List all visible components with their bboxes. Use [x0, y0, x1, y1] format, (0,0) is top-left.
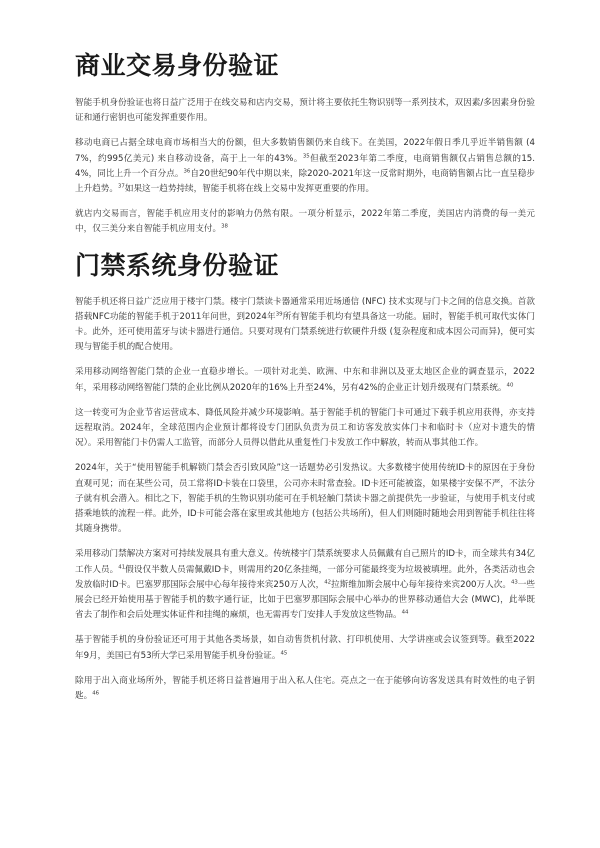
paragraph-text: 移动电商已占据全球电商市场相当大的份额，但大多数销售额仍来自线下。在美国，2022年假日季几乎近半销售额 (47%，约995亿美元) 来自移动设备，高于上一年的43%。 — [75, 138, 535, 164]
footnote-ref-39[interactable]: 39 — [275, 311, 283, 318]
paragraph-nfc-building-access — [75, 295, 535, 356]
paragraph-text: 自20世纪90年代中期以来，除2020-2021年这一反常时期外，电商销售额占比一直呈稳步上升趋势。 — [75, 168, 535, 195]
paragraph-text: 采用移动门禁解决方案对可持续发展具有重大意义。传统楼宇门禁系统要求人员佩戴有自己照片的ID卡，而全球共有34亿工作人员。 — [75, 549, 535, 575]
footnote-ref-46[interactable]: 46 — [92, 690, 100, 697]
paragraph-text: 但截至2023年第二季度，电商销售额仅占销售总额的15.4%，同比上升一个百分点。 — [75, 153, 535, 179]
paragraph-text: 这一转变可为企业节省运营成本、降低风险并减少环境影响。基于智能手机的智能门卡可通过下载手机应用获得，亦支持远程取消。2024年，全球范围内企业预计都将设专门团队负责为员工和访客发放实体门卡和临时卡（应对卡遗失的情况）。采用智能门卡仍需人工监管，而部分人员得以借此从重复性门卡发放工作中解放，转而从事其他工作。 — [75, 407, 535, 449]
footnote-ref-41[interactable]: 41 — [118, 564, 126, 571]
paragraph-text: 所有智能手机均有望具备这一功能。届时，智能手机可取代实体门卡。此外，还可使用蓝牙与读卡器进行通信。只要对现有门禁系统进行软硬件升级 (复杂程度和成本因公司而异)，便可实现与智能手机的配合使用。 — [75, 311, 535, 353]
footnote-ref-40[interactable]: 40 — [506, 382, 514, 389]
paragraph-text: 一些展会已经开始使用基于智能手机的数字通行证，比如于巴塞罗那国际会展中心举办的世界移动通信大会 (MWC)，此举既省去了制作和会后处理实体证件和挂绳的麻烦，也无需再专门安排人手发放这些物品。 — [75, 579, 536, 621]
paragraph-text: 如果这一趋势持续，智能手机将在线上交易中发挥更重要的作用。 — [124, 184, 375, 195]
paragraph-text: 就店内交易而言，智能手机应用支付的影响力仍然有限。一项分析显示，2022年第二季度，美国店内消费的每一美元中，仅三美分来自智能手机应用支付。 — [75, 209, 535, 235]
footnote-ref-37[interactable]: 37 — [117, 183, 125, 190]
paragraph-text: 采用移动网络智能门禁的企业一直稳步增长。一项针对北美、欧洲、中东和非洲以及亚太地区企业的调查显示，2022年，采用移动网络智能门禁的企业比例从2020年的16%上升至24%，另有42%的企业正计划升级现有门禁系统。 — [75, 367, 535, 393]
footnote-ref-45[interactable]: 45 — [280, 650, 288, 657]
paragraph-risk-discussion — [75, 461, 535, 537]
paragraph-text: 假设仅半数人员需佩戴ID卡，则需用约20亿条挂绳，一部分可能最终变为垃圾被填埋。此外，各类活动也会发放临时ID卡。巴塞罗那国际会展中心每年接待来宾250万人次， — [75, 564, 535, 590]
paragraph-mobile-access-adoption — [75, 365, 535, 395]
paragraph-text: 智能手机还将日益广泛应用于楼宇门禁。楼宇门禁读卡器通常采用近场通信 (NFC) 技术实现与门卡之间的信息交换。首款搭载NFC功能的智能手机于2011年问世，到2024年 — [75, 296, 535, 322]
footnote-ref-35[interactable]: 35 — [302, 153, 310, 160]
paragraph-cost-savings — [75, 406, 535, 452]
footnote-ref-42[interactable]: 42 — [324, 579, 332, 586]
paragraph-commerce-intro — [75, 96, 535, 126]
section-heading-commerce-authentication: 商业交易身份验证 — [75, 51, 280, 80]
paragraph-text: 除用于出入商业场所外，智能手机还将日益普遍用于出入私人住宅。亮点之一在于能够向访客发送具有时效性的电子钥匙。 — [75, 675, 535, 702]
footnote-ref-36[interactable]: 36 — [183, 168, 191, 175]
paragraph-sustainability — [75, 547, 535, 623]
paragraph-text: 智能手机身份验证也将日益广泛用于在线交易和店内交易，预计将主要依托生物识别等一系列技术，双因素/多因素身份验证和通行密钥也可能发挥重要作用。 — [75, 98, 535, 124]
paragraph-text: 拉斯维加斯会展中心每年接待来宾200万人次。 — [331, 579, 511, 590]
footnote-ref-44[interactable]: 44 — [401, 609, 409, 616]
footnote-ref-38[interactable]: 38 — [221, 223, 228, 230]
paragraph-private-residences — [75, 674, 535, 704]
paragraph-text: 基于智能手机的身份验证还可用于其他各类场景，如自动售货机付款、打印机使用、大学讲座或会议签到等。截至2022年9月，美国已有53所大学已采用智能手机身份验证。 — [75, 635, 535, 661]
page-content — [75, 44, 535, 714]
footnote-ref-43[interactable]: 43 — [510, 579, 518, 586]
paragraph-in-store-payments — [75, 207, 535, 237]
paragraph-mobile-ecommerce — [75, 136, 535, 197]
paragraph-text: 2024年，关于“使用智能手机解锁门禁会否引致风险”这一话题势必引发热议。大多数楼宇使用传统ID卡的原因在于身份直观可见；而在某些公司，员工常将ID卡装在口袋里，公司亦未时常查验。ID卡还可能被盗，如果楼宇安保不严，不法分子就有机会潜入。相比之下，智能手机的生物识别功能可在手机轻触门禁读卡器之前提供先一步验证，与使用手机支付或搭乘地铁的流程一样。此外，ID卡可能会落在家里或其他地方 (包括公共场所)，但人们则随时随地会用到智能手机往往将其随身携带。 — [75, 463, 535, 535]
section-heading-access-control-authentication: 门禁系统身份验证 — [75, 250, 280, 280]
paragraph-other-scenarios — [75, 633, 535, 663]
